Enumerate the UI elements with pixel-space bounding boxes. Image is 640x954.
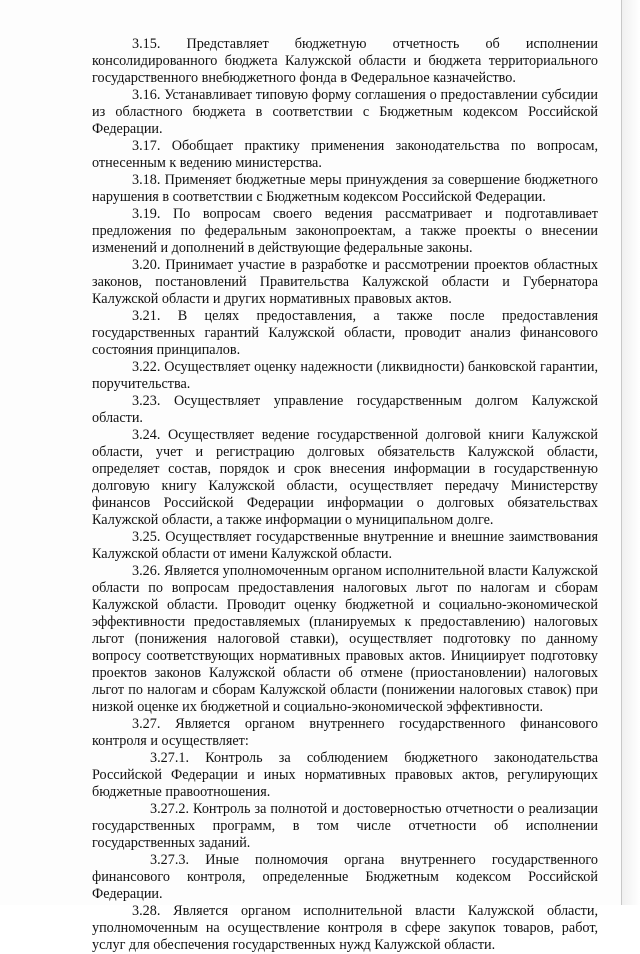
paragraph-3-21: 3.21. В целях предоставления, а также после предоставления государственных гарантий Калужской области, проводит анализ финансового состояния принципалов. [92,308,598,358]
paragraph-3-16: 3.16. Устанавливает типовую форму соглашения о предоставлении субсидии из областного бюджета в соответствии с Бюджетным кодексом Российской Федерации. [92,87,598,137]
paragraph-3-27: 3.27. Является органом внутреннего государственного финансового контроля и осуществляет: [92,716,598,749]
paragraph-3-28: 3.28. Является органом исполнительной власти Калужской области, уполномоченным на осуществление контроля в сфере закупок товаров, работ, услуг для обеспечения государственных нужд Калужской области. [92,903,598,953]
paragraph-3-20: 3.20. Принимает участие в разработке и рассмотрении проектов областных законов, постановлений Правительства Калужской области и Губернатора Калужской области и других нормативных правовых актов. [92,257,598,307]
paragraph-3-24: 3.24. Осуществляет ведение государственной долговой книги Калужской области, учет и регистрацию долговых обязательств Калужской области, определяет состав, порядок и срок внесения информации в государственную долговую книгу Калужской области, осуществляет передачу Министерству финансов Российской Федерации информации о долговых обязательствах Калужской области, а также информации о муниципальном долге. [92,427,598,528]
paragraph-3-15: 3.15. Представляет бюджетную отчетность об исполнении консолидированного бюджета Калужской области и бюджета территориального государственного внебюджетного фонда в Федеральное казначейство. [92,36,598,86]
document-body [92,36,598,954]
page-edge-shadow [622,0,640,905]
paragraph-3-19: 3.19. По вопросам своего ведения рассматривает и подготавливает предложения по федеральным законопроектам, а также проекты о внесении изменений и дополнений в действующие федеральные законы. [92,206,598,256]
paragraph-3-26: 3.26. Является уполномоченным органом исполнительной власти Калужской области по вопросам предоставления налоговых льгот по налогам и сборам Калужской области. Проводит оценку бюджетной и социально-экономической эффективности предоставляемых (планируемых к предоставлению) налоговых льгот (понижения налоговой ставки), осуществляет подготовку по данному вопросу соответствующих нормативных правовых актов. Инициирует подготовку проектов законов Калужской области об отмене (приостановлении) налоговых льгот по налогам и сборам Калужской области (понижении налоговых ставок) при низкой оценке их бюджетной и социально-экономической эффективности. [92,563,598,715]
paragraph-3-17: 3.17. Обобщает практику применения законодательства по вопросам, отнесенным к ведению министерства. [92,138,598,171]
paragraph-3-27-2: 3.27.2. Контроль за полнотой и достоверностью отчетности о реализации государственных программ, в том числе отчетности об исполнении государственных заданий. [92,801,598,851]
paragraph-3-27-1: 3.27.1. Контроль за соблюдением бюджетного законодательства Российской Федерации и иных нормативных правовых актов, регулирующих бюджетные правоотношения. [92,750,598,800]
paragraph-3-25: 3.25. Осуществляет государственные внутренние и внешние заимствования Калужской области от имени Калужской области. [92,529,598,562]
paragraph-3-23: 3.23. Осуществляет управление государственным долгом Калужской области. [92,393,598,426]
paragraph-3-27-3: 3.27.3. Иные полномочия органа внутреннего государственного финансового контроля, определенные Бюджетным кодексом Российской Федерации. [92,852,598,902]
paragraph-3-18: 3.18. Применяет бюджетные меры принуждения за совершение бюджетного нарушения в соответствии с Бюджетным кодексом Российской Федерации. [92,172,598,205]
paragraph-3-22: 3.22. Осуществляет оценку надежности (ликвидности) банковской гарантии, поручительства. [92,359,598,392]
